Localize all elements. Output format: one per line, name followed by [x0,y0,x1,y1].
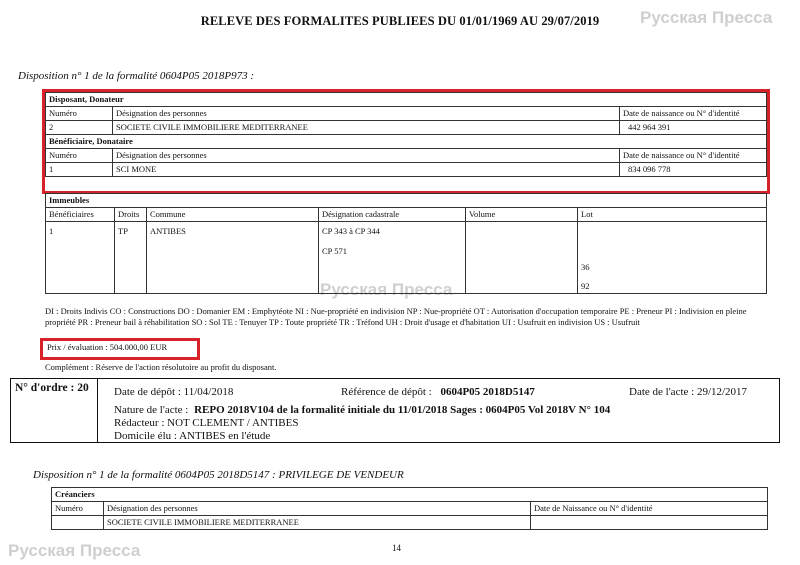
page-title: RELEVE DES FORMALITES PUBLIEES DU 01/01/1969 AU 29/07/2019 [200,14,600,28]
ordre-divider [97,379,98,442]
ordre-number: N° d'ordre : 20 [15,382,89,394]
cell-designation: SOCIETE CIVILE IMMOBILIERE MEDITERRANEE [104,516,531,530]
col-date: Date de naissance ou N° d'identité [620,107,767,121]
prix-highlight-box [40,338,200,360]
col-droits: Droits [115,208,147,222]
col-volume: Volume [466,208,578,222]
col-designation: Désignation des personnes [113,107,620,121]
disposition-heading-2: Disposition n° 1 de la formalité 0604P05 2018D5147 : PRIVILEGE DE VENDEUR [33,469,404,481]
redacteur: Rédacteur : NOT CLEMENT / ANTIBES [114,417,299,429]
disposant-table [45,92,767,177]
date-acte: Date de l'acte : 29/12/2017 [629,386,748,398]
col-date: Date de naissance ou N° d'identité [620,149,767,163]
reference-value: 0604P05 2018D5147 [440,386,535,398]
col-cadastrale: Désignation cadastrale [319,208,466,222]
lot-line-1: 36 [581,262,590,272]
cell-id: 442 964 391 [620,121,767,135]
reference-depot [341,386,535,398]
col-numero: Numéro [46,107,113,121]
creanciers-heading: Créanciers [52,488,768,502]
cell-beneficiaire: 1 [46,222,115,294]
disposition-heading-1: Disposition n° 1 de la formalité 0604P05 2018P973 : [18,70,255,82]
cell-id: 834 096 778 [620,163,767,177]
date-depot: Date de dépôt : 11/04/2018 [114,386,234,398]
beneficiaire-heading: Bénéficiaire, Donataire [46,135,767,149]
cell-commune: ANTIBES [147,222,319,294]
nature-acte [114,404,610,416]
watermark-middle: Русская Пресса [320,280,453,299]
col-date: Date de Naissance ou N° d'identité [531,502,768,516]
col-beneficiaires: Bénéficiaires [46,208,115,222]
col-designation: Désignation des personnes [113,149,620,163]
complement: Complément : Réserve de l'action résolutoire au profit du disposant. [45,362,277,372]
col-numero: Numéro [46,149,113,163]
watermark-bottom: Русская Пресса [8,541,141,560]
cell-num [52,516,104,530]
immeubles-heading: Immeubles [46,194,767,208]
cell-cadastrale [319,222,466,294]
nature-value: REPO 2018V104 de la formalité initiale du 11/01/2018 Sages : 0604P05 Vol 2018V N° 104 [194,404,611,416]
cell-volume [466,222,578,294]
cell-id [531,516,768,530]
creanciers-table [51,487,768,530]
immeubles-table [45,193,767,294]
col-lot: Lot [578,208,767,222]
nature-label: Nature de l'acte : [114,404,189,416]
reference-label: Référence de dépôt : [341,386,432,398]
col-numero: Numéro [52,502,104,516]
cell-droit: TP [115,222,147,294]
prix-evaluation: Prix / évaluation : 504.000,00 EUR [47,342,168,352]
watermark-top: Русская Пресса [640,8,773,27]
droits-legend: DI : Droits Indivis CO : Constructions DO : Domanier EM : Emphytéote NI : Nue-propriété en indivision NP : Nue-propriété OT : Autorisation d'occupation temporaire PE : Preneur PI : Indivision en pleine propriété PR : Preneur bail à réhabilitation SO : Sol TE : Tenuyer TP : Toute propriété TR : Tréfond UH : Droit d'usage et d'habitation UI : Usufruit en indivision US : Usufruit [45,306,747,327]
cell-num: 1 [46,163,113,177]
disposant-heading: Disposant, Donateur [46,93,767,107]
cell-designation: SCI MONE [113,163,620,177]
parties-highlight-box [42,89,770,194]
cell-num: 2 [46,121,113,135]
cell-lot [578,222,767,294]
cell-designation: SOCIETE CIVILE IMMOBILIERE MEDITERRANEE [113,121,620,135]
lot-line-2: 92 [581,281,590,291]
ordre-block [10,378,780,443]
cadastre-line-1: CP 343 à CP 344 [322,226,380,236]
col-commune: Commune [147,208,319,222]
col-designation: Désignation des personnes [104,502,531,516]
domicile-elu: Domicile élu : ANTIBES en l'étude [114,430,271,442]
cadastre-line-2: CP 571 [322,246,347,256]
page-number: 14 [392,543,401,553]
